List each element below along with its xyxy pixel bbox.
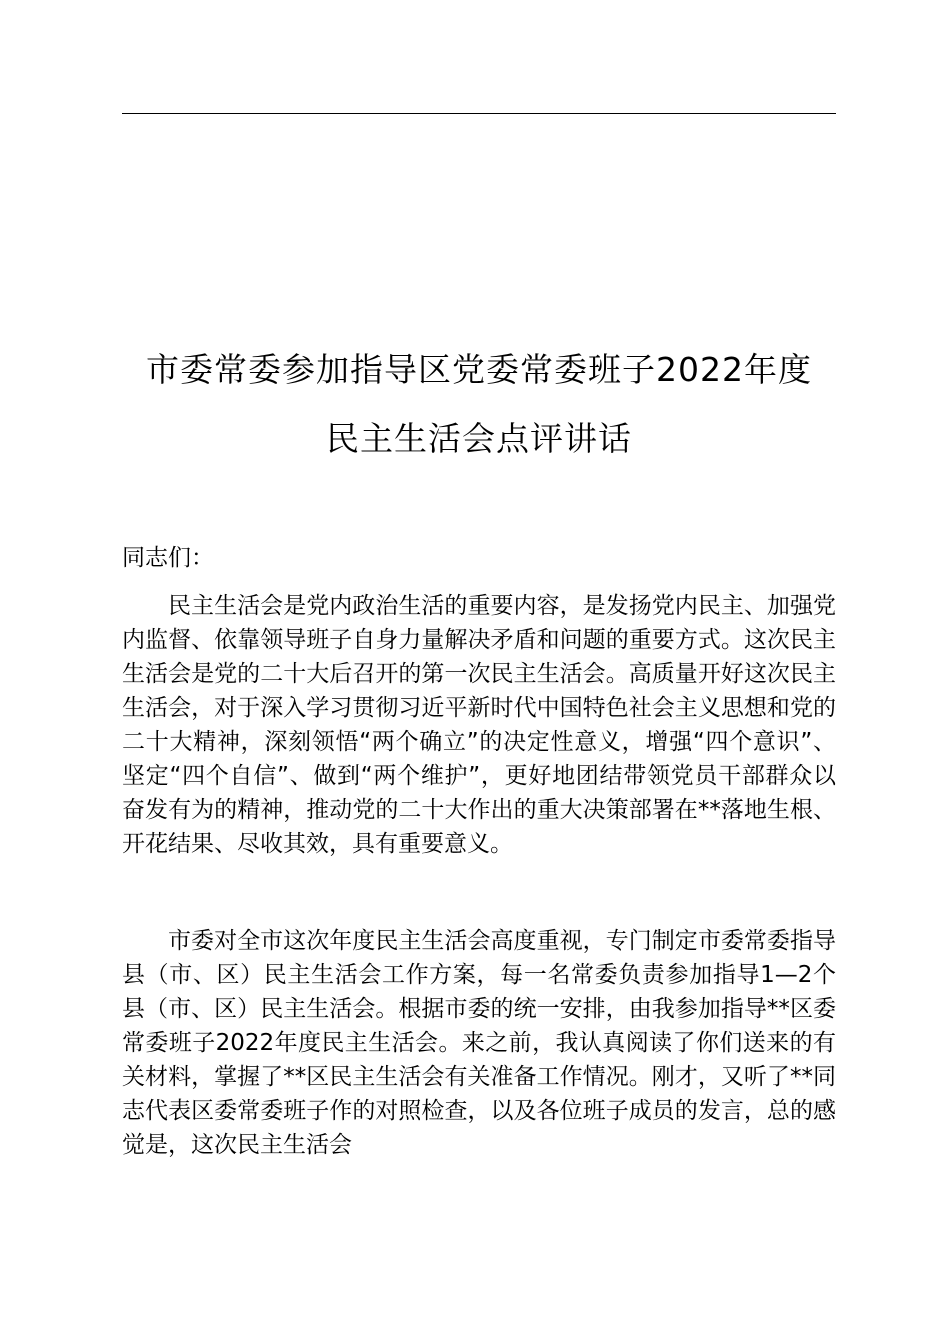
header-rule — [122, 113, 836, 114]
salutation: 同志们： — [122, 545, 214, 571]
document-title-line1: 市委常委参加指导区党委常委班子2022年度 — [146, 350, 812, 389]
paragraph-text: 市委对全市这次年度民主生活会高度重视，专门制定市委常委指导县（市、区）民主生活会工作方案，每一名常委负责参加指导1—2个县（市、区）民主生活会。根据市委的统一安排，由我参加指导**区委常委班子2022年度民主生活会。来之前，我认真阅读了你们送来的有关材料，掌握了**区民主生活会有关准备工作情况。刚才，又听了**同志代表区委常委班子作的对照检查，以及各位班子成员的发言，总的感觉是，这次民主生活会 — [122, 928, 836, 1158]
paragraph-text: 民主生活会是党内政治生活的重要内容，是发扬党内民主、加强党内监督、依靠领导班子自身力量解决矛盾和问题的重要方式。这次民主生活会是党的二十大后召开的第一次民主生活会。高质量开好这次民主生活会，对于深入学习贯彻习近平新时代中国特色社会主义思想和党的二十大精神，深刻领悟“两个确立”的决定性意义，增强“四个意识”、坚定“四个自信”、做到“两个维护”，更好地团结带领党员干部群众以奋发有为的精神，推动党的二十大作出的重大决策部署在**落地生根、开花结果、尽收其效，具有重要意义。 — [122, 593, 836, 857]
paragraph-2 — [122, 924, 836, 1162]
paragraph-1 — [122, 589, 836, 861]
document-title-line2: 民主生活会点评讲话 — [326, 419, 632, 458]
